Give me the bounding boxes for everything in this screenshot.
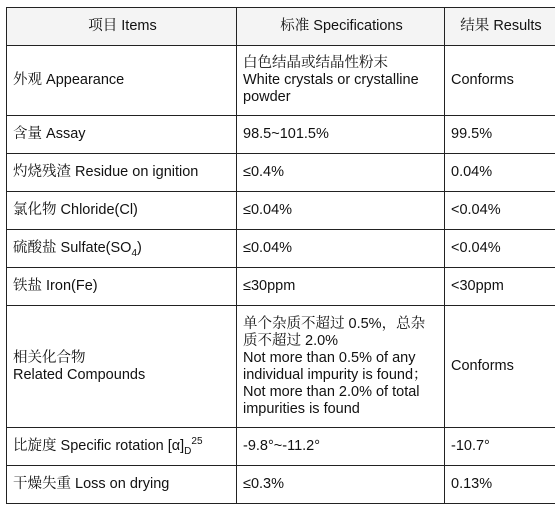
item-cell: 氯化物 Chloride(Cl) [7, 192, 237, 230]
spec-cell: ≤0.04% [237, 192, 445, 230]
table-row [7, 306, 555, 428]
subscript: D [184, 445, 192, 457]
header-items: 项目 Items [7, 8, 237, 46]
spec-line: Not more than 2.0% of total [243, 383, 420, 400]
superscript: 25 [191, 436, 203, 448]
table-header-row [7, 8, 555, 46]
table-row [7, 428, 555, 466]
spec-line: 单个杂质不超过 0.5%，总杂 [243, 315, 426, 332]
subscript: 4 [131, 247, 138, 259]
table-row [7, 192, 555, 230]
result-cell: <0.04% [445, 192, 555, 230]
spec-line: powder [243, 89, 291, 105]
item-cell: 外观 Appearance [7, 46, 237, 116]
spec-cell [237, 306, 445, 428]
item-line: 相关化合物 [13, 349, 86, 366]
result-cell: Conforms [445, 46, 555, 116]
item-text: ) [137, 240, 142, 256]
spec-line: 白色结晶或结晶性粉末 [243, 55, 388, 71]
result-cell: 0.04% [445, 154, 555, 192]
spec-cell [237, 46, 445, 116]
item-cell [7, 306, 237, 428]
item-line: Related Compounds [13, 366, 146, 383]
item-cell: 灼烧残渣 Residue on ignition [7, 154, 237, 192]
result-cell: <0.04% [445, 230, 555, 268]
header-specifications: 标准 Specifications [237, 8, 445, 46]
result-cell: -10.7° [445, 428, 555, 466]
table-row [7, 466, 555, 504]
result-cell: 0.13% [445, 466, 555, 504]
item-cell [7, 428, 237, 466]
spec-line: 质不超过 2.0% [243, 332, 339, 349]
spec-line: individual impurity is found； [243, 366, 428, 383]
item-cell: 铁盐 Iron(Fe) [7, 268, 237, 306]
table-row [7, 230, 555, 268]
table-row [7, 154, 555, 192]
spec-line: White crystals or crystalline [243, 72, 419, 88]
item-cell: 干燥失重 Loss on drying [7, 466, 237, 504]
spec-cell: 98.5~101.5% [237, 116, 445, 154]
spec-cell: ≤30ppm [237, 268, 445, 306]
table-row [7, 268, 555, 306]
result-cell: Conforms [445, 306, 555, 428]
spec-cell: ≤0.3% [237, 466, 445, 504]
header-results: 结果 Results [445, 8, 555, 46]
result-cell: 99.5% [445, 116, 555, 154]
item-text: 硫酸盐 Sulfate(SO [13, 240, 132, 256]
spec-line: impurities is found [243, 400, 360, 417]
spec-cell: -9.8°~-11.2° [237, 428, 445, 466]
table-row [7, 46, 555, 116]
spec-cell: ≤0.4% [237, 154, 445, 192]
item-cell: 含量 Assay [7, 116, 237, 154]
specification-table [6, 7, 555, 504]
item-cell [7, 230, 237, 268]
table-row [7, 116, 555, 154]
spec-line: Not more than 0.5% of any [243, 349, 416, 366]
spec-cell: ≤0.04% [237, 230, 445, 268]
result-cell: <30ppm [445, 268, 555, 306]
item-text: 比旋度 Specific rotation [α] [13, 438, 185, 454]
